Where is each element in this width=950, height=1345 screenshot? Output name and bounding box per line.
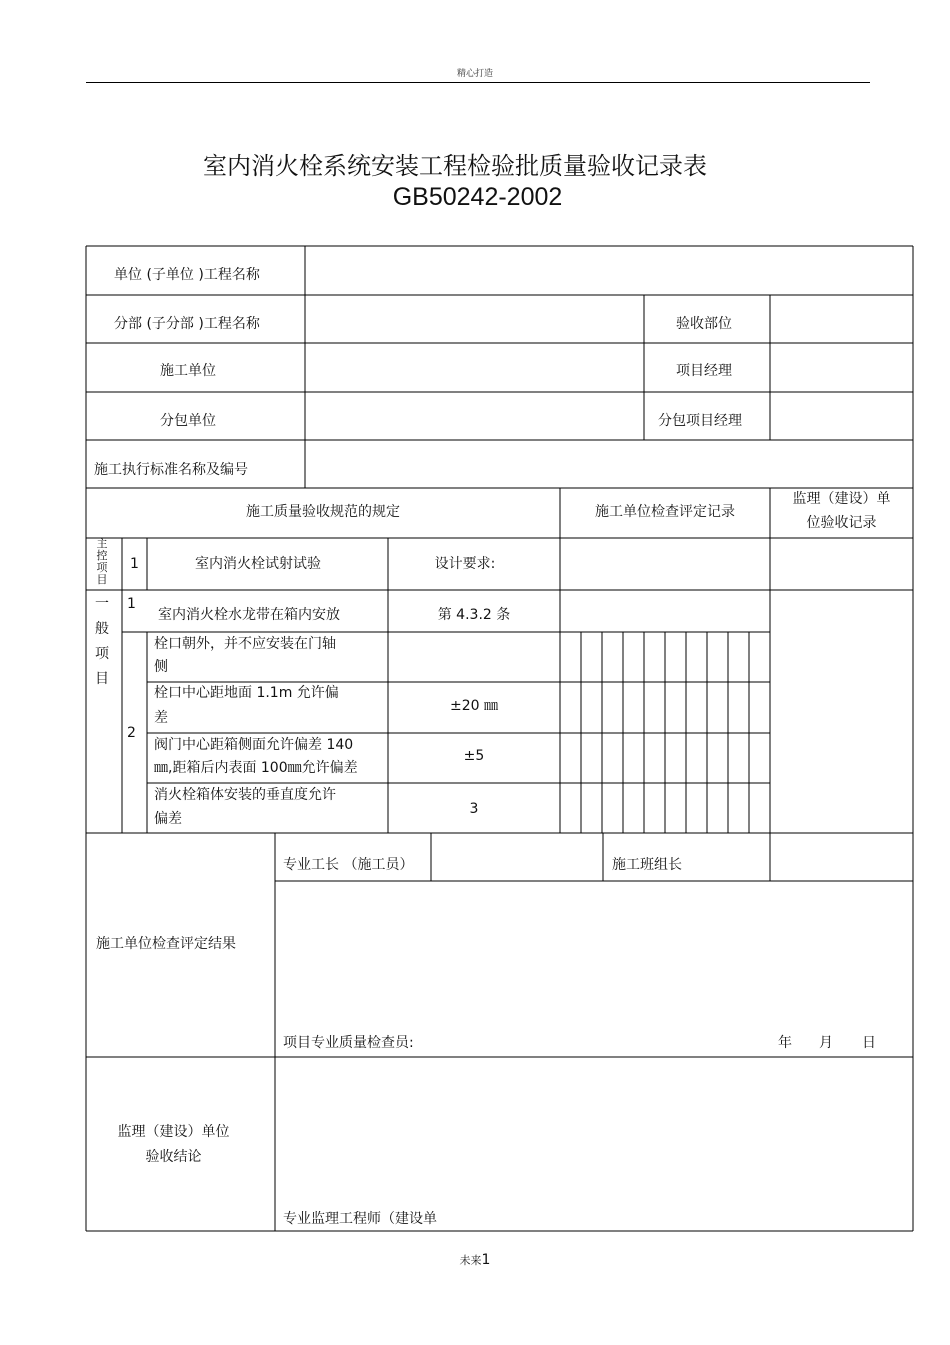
acceptance-part-label: 验收部位 <box>676 316 732 332</box>
general-sub4-line2: 偏差 <box>154 811 182 827</box>
check-result-label: 施工单位检查评定结果 <box>96 936 236 952</box>
supervision-label-line1: 监理（建设）单位 <box>117 1124 230 1140</box>
date-day: 日 <box>862 1035 876 1051</box>
date-month: 月 <box>819 1035 833 1051</box>
general-item2-no: 2 <box>127 725 136 741</box>
construction-unit-label: 施工单位 <box>160 363 216 379</box>
general-sub3-line1: 阀门中心距箱侧面允许偏差 140 <box>154 737 354 753</box>
general-items-label: 一 般 项 目 <box>95 596 109 687</box>
spec-column-header: 施工质量验收规范的规定 <box>246 504 400 520</box>
footer-prefix: 未来 <box>459 1254 482 1267</box>
construction-record-header: 施工单位检查评定记录 <box>595 504 735 520</box>
page-footer <box>0 1252 950 1268</box>
sub-project-label: 分部 (子分部 )工程名称 <box>114 316 260 332</box>
page-title: 室内消火栓系统安装工程检验批质量验收记录表 <box>203 152 707 180</box>
subcontract-manager-label: 分包项目经理 <box>658 413 742 429</box>
standard-code: GB50242-2002 <box>392 183 563 211</box>
main-control-requirement: 设计要求: <box>434 556 496 572</box>
general-sub1-line1: 栓口朝外，并不应安装在门轴 <box>154 636 336 652</box>
subcontract-unit-label: 分包单位 <box>160 413 216 429</box>
main-control-no: 1 <box>130 556 139 572</box>
general-sub4-requirement: 3 <box>469 801 479 817</box>
supervision-record-header-line1: 监理（建设）单 <box>792 491 891 507</box>
main-control-label: 主 控 项 目 <box>96 537 108 586</box>
foreman-label: 专业工长 （施工员） <box>283 857 414 873</box>
general-sub4-line1: 消火栓箱体安装的垂直度允许 <box>154 787 336 803</box>
general-item1-requirement: 第 4.3.2 条 <box>437 607 511 623</box>
general-sub1-line2: 侧 <box>154 659 168 675</box>
unit-project-label: 单位 (子单位 )工程名称 <box>114 267 260 283</box>
general-sub2-line2: 差 <box>154 710 168 726</box>
project-manager-label: 项目经理 <box>676 363 732 379</box>
general-sub2-line1: 栓口中心距地面 1.1m 允许偏 <box>154 685 339 701</box>
quality-inspector-label: 项目专业质量检查员: <box>283 1035 414 1051</box>
page-header: 精心打造 <box>456 69 493 79</box>
main-control-item: 室内消火栓试射试验 <box>195 556 321 572</box>
supervision-record-header-line2: 位验收记录 <box>806 515 877 531</box>
page-number: 1 <box>481 1252 491 1268</box>
general-sub3-line2: ㎜,距箱后内表面 100㎜允许偏差 <box>154 760 358 776</box>
general-item1-no: 1 <box>127 596 136 612</box>
team-leader-label: 施工班组长 <box>612 857 682 873</box>
general-sub2-requirement: ±20 ㎜ <box>450 698 498 714</box>
supervision-engineer-label: 专业监理工程师（建设单 <box>283 1211 437 1227</box>
supervision-label-line2: 验收结论 <box>145 1149 202 1165</box>
execution-standard-label: 施工执行标准名称及编号 <box>94 462 248 478</box>
date-year: 年 <box>778 1035 792 1051</box>
general-item1: 室内消火栓水龙带在箱内安放 <box>158 607 340 623</box>
general-sub3-requirement: ±5 <box>463 748 485 764</box>
